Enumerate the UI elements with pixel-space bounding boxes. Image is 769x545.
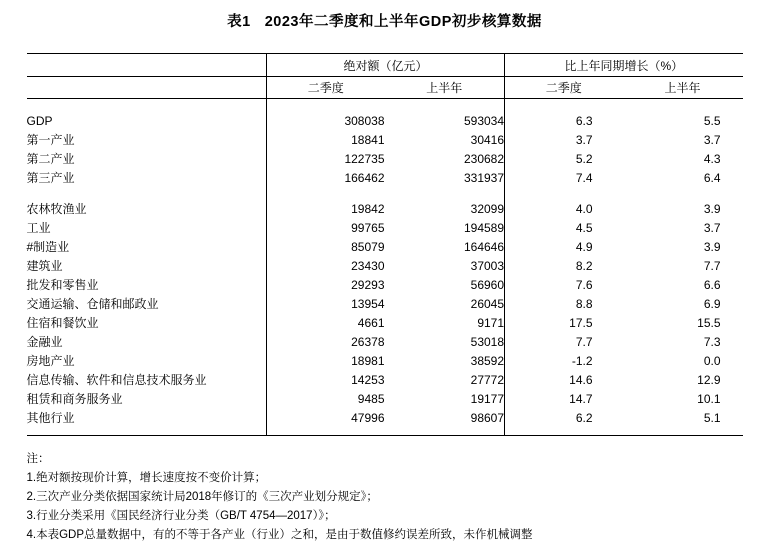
row-abs-q2: 18841 xyxy=(267,130,385,149)
row-label: 其他行业 xyxy=(26,411,75,425)
row-growth-q2: 14.7 xyxy=(569,391,593,406)
note-line: 4.本表GDP总量数据中，有的不等于各产业（行业）之和，是由于数值修约误差所致，未作机械调整 xyxy=(26,529,533,541)
header-sub-blank xyxy=(27,77,267,99)
note-line: 2.三次产业分类依据国家统计局2018年修订的《三次产业划分规定》； xyxy=(26,491,378,503)
table-body xyxy=(27,99,743,436)
header-half-absolute: 上半年 xyxy=(385,77,505,99)
row-growth-h1: 5.5 xyxy=(703,113,721,128)
spacer-cell-3 xyxy=(505,99,623,112)
table-row xyxy=(27,313,743,332)
table-row xyxy=(27,149,743,168)
table-row xyxy=(27,275,743,294)
note-line: 3.行业分类采用《国民经济行业分类（GB/T 4754—2017）》； xyxy=(26,510,336,522)
row-growth-h1: 7.7 xyxy=(703,258,721,273)
row-abs-h1: 331937 xyxy=(385,168,505,187)
row-growth-q2: 7.7 xyxy=(575,334,593,349)
row-abs-q2: 308038 xyxy=(267,111,385,130)
row-growth-h1: 6.4 xyxy=(703,170,721,185)
table-number: 表1 xyxy=(227,14,251,30)
row-growth-q2: 3.7 xyxy=(575,132,593,147)
gdp-data-table xyxy=(27,53,743,436)
table-spacer-mid xyxy=(27,187,743,199)
row-abs-h1: 37003 xyxy=(385,256,505,275)
spacer-cell-1 xyxy=(267,187,385,199)
row-growth-h1: 3.9 xyxy=(703,239,721,254)
row-label: 建筑业 xyxy=(26,259,63,273)
spacer-cell-2 xyxy=(385,427,505,436)
table-row xyxy=(27,256,743,275)
table-row xyxy=(27,111,743,130)
row-growth-q2: 4.5 xyxy=(575,220,593,235)
row-growth-h1: 0.0 xyxy=(703,353,721,368)
row-label: 信息传输、软件和信息技术服务业 xyxy=(26,373,207,387)
row-abs-q2: 99765 xyxy=(267,218,385,237)
row-abs-h1: 56960 xyxy=(385,275,505,294)
row-growth-h1: 4.3 xyxy=(703,151,721,166)
row-growth-h1: 12.9 xyxy=(697,372,721,387)
spacer-cell-4 xyxy=(623,99,743,112)
header-group-absolute: 绝对额（亿元） xyxy=(267,54,505,77)
table-container xyxy=(27,31,743,436)
row-abs-h1: 164646 xyxy=(385,237,505,256)
note-line: 注： xyxy=(26,453,50,465)
row-abs-h1: 230682 xyxy=(385,149,505,168)
row-label: 住宿和餐饮业 xyxy=(26,316,99,330)
table-row xyxy=(27,370,743,389)
row-growth-h1: 6.9 xyxy=(703,296,721,311)
row-label: 租赁和商务服务业 xyxy=(26,392,123,406)
header-corner-blank xyxy=(27,54,267,77)
row-abs-q2: 18981 xyxy=(267,351,385,370)
row-abs-h1: 98607 xyxy=(385,408,505,427)
row-label: GDP xyxy=(26,113,53,128)
table-row xyxy=(27,130,743,149)
row-abs-h1: 9171 xyxy=(385,313,505,332)
row-growth-q2: 17.5 xyxy=(569,315,593,330)
header-half-growth: 上半年 xyxy=(623,77,743,99)
row-abs-h1: 38592 xyxy=(385,351,505,370)
spacer-cell-2 xyxy=(385,99,505,112)
row-abs-h1: 19177 xyxy=(385,389,505,408)
row-growth-q2: -1.2 xyxy=(571,353,593,368)
note-line: 1.绝对额按现价计算，增长速度按不变价计算； xyxy=(26,472,267,484)
header-quarter-absolute: 二季度 xyxy=(267,77,385,99)
row-abs-q2: 13954 xyxy=(267,294,385,313)
spacer-cell-1 xyxy=(267,99,385,112)
row-label: 交通运输、仓储和邮政业 xyxy=(26,297,159,311)
row-growth-h1: 15.5 xyxy=(697,315,721,330)
header-group-growth: 比上年同期增长（%） xyxy=(505,54,743,77)
table-title-text: 2023年二季度和上半年GDP初步核算数据 xyxy=(264,14,542,30)
row-growth-q2: 7.6 xyxy=(575,277,593,292)
row-growth-q2: 4.0 xyxy=(575,201,593,216)
row-label: 工业 xyxy=(26,221,51,235)
row-abs-h1: 194589 xyxy=(385,218,505,237)
row-growth-q2: 7.4 xyxy=(575,170,593,185)
table-row xyxy=(27,332,743,351)
row-growth-h1: 7.3 xyxy=(703,334,721,349)
row-abs-h1: 26045 xyxy=(385,294,505,313)
table-spacer-top xyxy=(27,99,743,112)
row-abs-q2: 19842 xyxy=(267,199,385,218)
spacer-cell-4 xyxy=(623,187,743,199)
row-abs-h1: 593034 xyxy=(385,111,505,130)
row-label: 第一产业 xyxy=(26,133,75,147)
row-label: 批发和零售业 xyxy=(26,278,99,292)
row-growth-h1: 3.7 xyxy=(703,220,721,235)
row-label: 房地产业 xyxy=(26,354,75,368)
table-row xyxy=(27,389,743,408)
row-abs-q2: 166462 xyxy=(267,168,385,187)
row-label: 第二产业 xyxy=(26,152,75,166)
row-label: #制造业 xyxy=(26,240,70,254)
spacer-cell-3 xyxy=(505,427,623,436)
spacer-cell-4 xyxy=(623,427,743,436)
row-growth-q2: 14.6 xyxy=(569,372,593,387)
header-quarter-growth: 二季度 xyxy=(505,77,623,99)
row-growth-h1: 10.1 xyxy=(697,391,721,406)
row-label: 农林牧渔业 xyxy=(26,202,87,216)
table-spacer-bottom xyxy=(27,427,743,436)
spacer-cell-label xyxy=(27,427,267,436)
table-row xyxy=(27,199,743,218)
table-row xyxy=(27,218,743,237)
table-row xyxy=(27,237,743,256)
table-row xyxy=(27,351,743,370)
row-growth-h1: 3.9 xyxy=(703,201,721,216)
row-abs-h1: 32099 xyxy=(385,199,505,218)
row-abs-q2: 85079 xyxy=(267,237,385,256)
row-abs-q2: 26378 xyxy=(267,332,385,351)
row-growth-q2: 6.3 xyxy=(575,113,593,128)
row-abs-h1: 53018 xyxy=(385,332,505,351)
row-abs-q2: 47996 xyxy=(267,408,385,427)
row-growth-q2: 8.8 xyxy=(575,296,593,311)
row-growth-q2: 5.2 xyxy=(575,151,593,166)
row-abs-h1: 27772 xyxy=(385,370,505,389)
row-label: 第三产业 xyxy=(26,171,75,185)
row-abs-q2: 4661 xyxy=(267,313,385,332)
row-growth-q2: 8.2 xyxy=(575,258,593,273)
table-header-group-row xyxy=(27,54,743,77)
row-growth-h1: 3.7 xyxy=(703,132,721,147)
row-growth-q2: 4.9 xyxy=(575,239,593,254)
table-row xyxy=(27,294,743,313)
row-label: 金融业 xyxy=(26,335,63,349)
table-row xyxy=(27,408,743,427)
table-header-sub-row xyxy=(27,77,743,99)
table-header xyxy=(27,54,743,99)
row-abs-q2: 14253 xyxy=(267,370,385,389)
spacer-cell-label xyxy=(27,187,267,199)
row-abs-q2: 122735 xyxy=(267,149,385,168)
row-growth-h1: 6.6 xyxy=(703,277,721,292)
row-abs-q2: 29293 xyxy=(267,275,385,294)
spacer-cell-2 xyxy=(385,187,505,199)
row-abs-q2: 9485 xyxy=(267,389,385,408)
spacer-cell-1 xyxy=(267,427,385,436)
table-notes xyxy=(27,436,743,545)
page-title xyxy=(0,0,769,31)
row-abs-q2: 23430 xyxy=(267,256,385,275)
spacer-cell-3 xyxy=(505,187,623,199)
row-growth-q2: 6.2 xyxy=(575,410,593,425)
table-row xyxy=(27,168,743,187)
spacer-cell-label xyxy=(27,99,267,112)
row-growth-h1: 5.1 xyxy=(703,410,721,425)
row-abs-h1: 30416 xyxy=(385,130,505,149)
